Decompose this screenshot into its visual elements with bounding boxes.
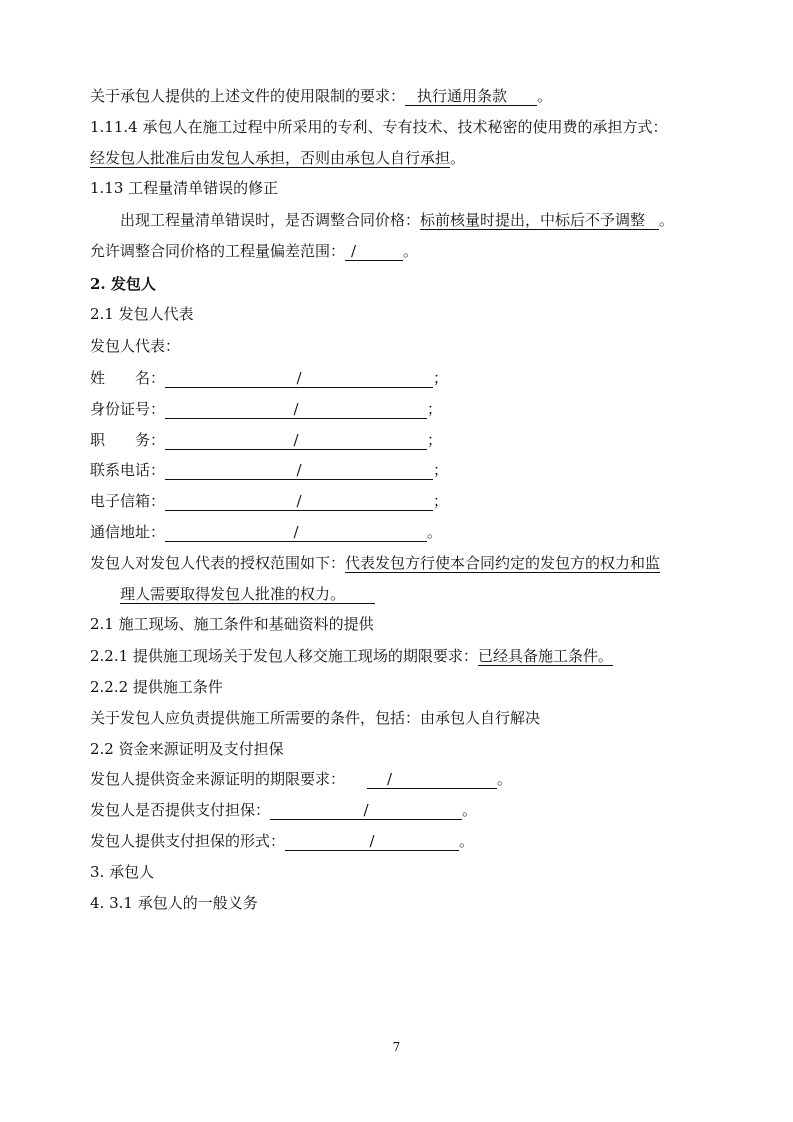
heading-2: 2. 发包人 <box>90 275 156 293</box>
field-value: / <box>270 801 462 820</box>
phone-field[interactable] <box>90 460 448 480</box>
label: 发包人对发包人代表的授权范围如下： <box>90 554 346 572</box>
field-value: 已经具备施工条件。 <box>477 647 613 665</box>
label: 发包人提供支付担保的形式： <box>90 832 286 850</box>
field-value: 经发包人批准后由发包人承担，否则由承包人自行承担 <box>90 149 451 167</box>
label: 身份证号： <box>90 400 166 418</box>
punct: ； <box>427 400 443 418</box>
field-value: 代表发包方行使本合同约定的发包方的权力和监 <box>345 554 661 572</box>
label: 出现工程量清单错误时，是否调整合同价格： <box>120 211 421 229</box>
address-field[interactable] <box>90 522 442 542</box>
label: 姓 名： <box>90 369 166 387</box>
punct: 。 <box>450 149 466 167</box>
field-value: / <box>165 523 427 542</box>
authority-line <box>90 553 660 573</box>
usage-restriction-line <box>90 86 552 106</box>
heading-1-13: 1.13 工程量清单错误的修正 <box>90 179 279 197</box>
guarantee-form-field[interactable] <box>90 831 474 851</box>
punct: ； <box>433 492 449 510</box>
patent-fee-line <box>90 148 465 168</box>
punct: 。 <box>497 770 513 788</box>
name-field[interactable] <box>90 368 448 388</box>
adjust-price-line <box>120 210 674 230</box>
punct: 。 <box>659 211 675 229</box>
punct: 。 <box>459 832 475 850</box>
punct: ； <box>433 461 449 479</box>
clause-1-11-4: 1.11.4 承包人在施工过程中所采用的专利、专有技术、技术秘密的使用费的承担方式： <box>90 118 668 136</box>
field-value: / <box>285 832 459 851</box>
label: 2.2.1 提供施工现场关于发包人移交施工现场的期限要求： <box>90 647 478 665</box>
heading-funding: 2.2 资金来源证明及支付担保 <box>90 740 284 758</box>
rep-label: 发包人代表： <box>90 337 181 355</box>
heading-2-1: 2.1 发包人代表 <box>90 305 194 323</box>
fund-proof-field[interactable] <box>90 769 512 789</box>
field-value: 标前核量时提出，中标后不予调整 <box>420 211 659 230</box>
punct: 。 <box>462 801 478 819</box>
heading-3: 3. 承包人 <box>90 863 155 881</box>
punct: ； <box>433 369 449 387</box>
punct: 。 <box>427 523 443 541</box>
authority-line-2 <box>120 584 375 604</box>
field-value: / <box>165 400 427 419</box>
heading-2-2-2: 2.2.2 提供施工条件 <box>90 678 223 696</box>
label: 联系电话： <box>90 461 166 479</box>
field-value: / <box>165 431 427 450</box>
guarantee-field[interactable] <box>90 800 477 820</box>
heading-3-1: 4. 3.1 承包人的一般义务 <box>90 894 258 912</box>
field-value: / <box>165 461 433 480</box>
punct: 。 <box>403 242 419 260</box>
field-value: / <box>165 369 433 388</box>
field-value: 理人需要取得发包人批准的权力。 <box>120 585 375 604</box>
label: 发包人是否提供支付担保： <box>90 801 271 819</box>
heading-site: 2.1 施工现场、施工条件和基础资料的提供 <box>90 615 374 633</box>
email-field[interactable] <box>90 491 448 511</box>
punct: ； <box>427 431 443 449</box>
clause-2-2-1 <box>90 646 613 666</box>
label: 职 务： <box>90 431 166 449</box>
label: 关于承包人提供的上述文件的使用限制的要求： <box>90 87 406 105</box>
deviation-range-line <box>90 241 418 261</box>
title-field[interactable] <box>90 430 442 450</box>
label: 发包人提供资金来源证明的期限要求： <box>90 770 346 788</box>
id-field[interactable] <box>90 399 442 419</box>
label: 允许调整合同价格的工程量偏差范围： <box>90 242 346 260</box>
conditions-text: 关于发包人应负责提供施工所需要的条件，包括：由承包人自行解决 <box>90 709 541 727</box>
field-value: / <box>345 242 403 261</box>
label: 电子信箱： <box>90 492 166 510</box>
field-value: / <box>165 492 433 511</box>
label: 通信地址： <box>90 523 166 541</box>
field-value: 执行通用条款 <box>405 87 537 106</box>
field-value: / <box>367 770 497 789</box>
page-number: 7 <box>392 1040 401 1054</box>
punct: 。 <box>537 87 553 105</box>
